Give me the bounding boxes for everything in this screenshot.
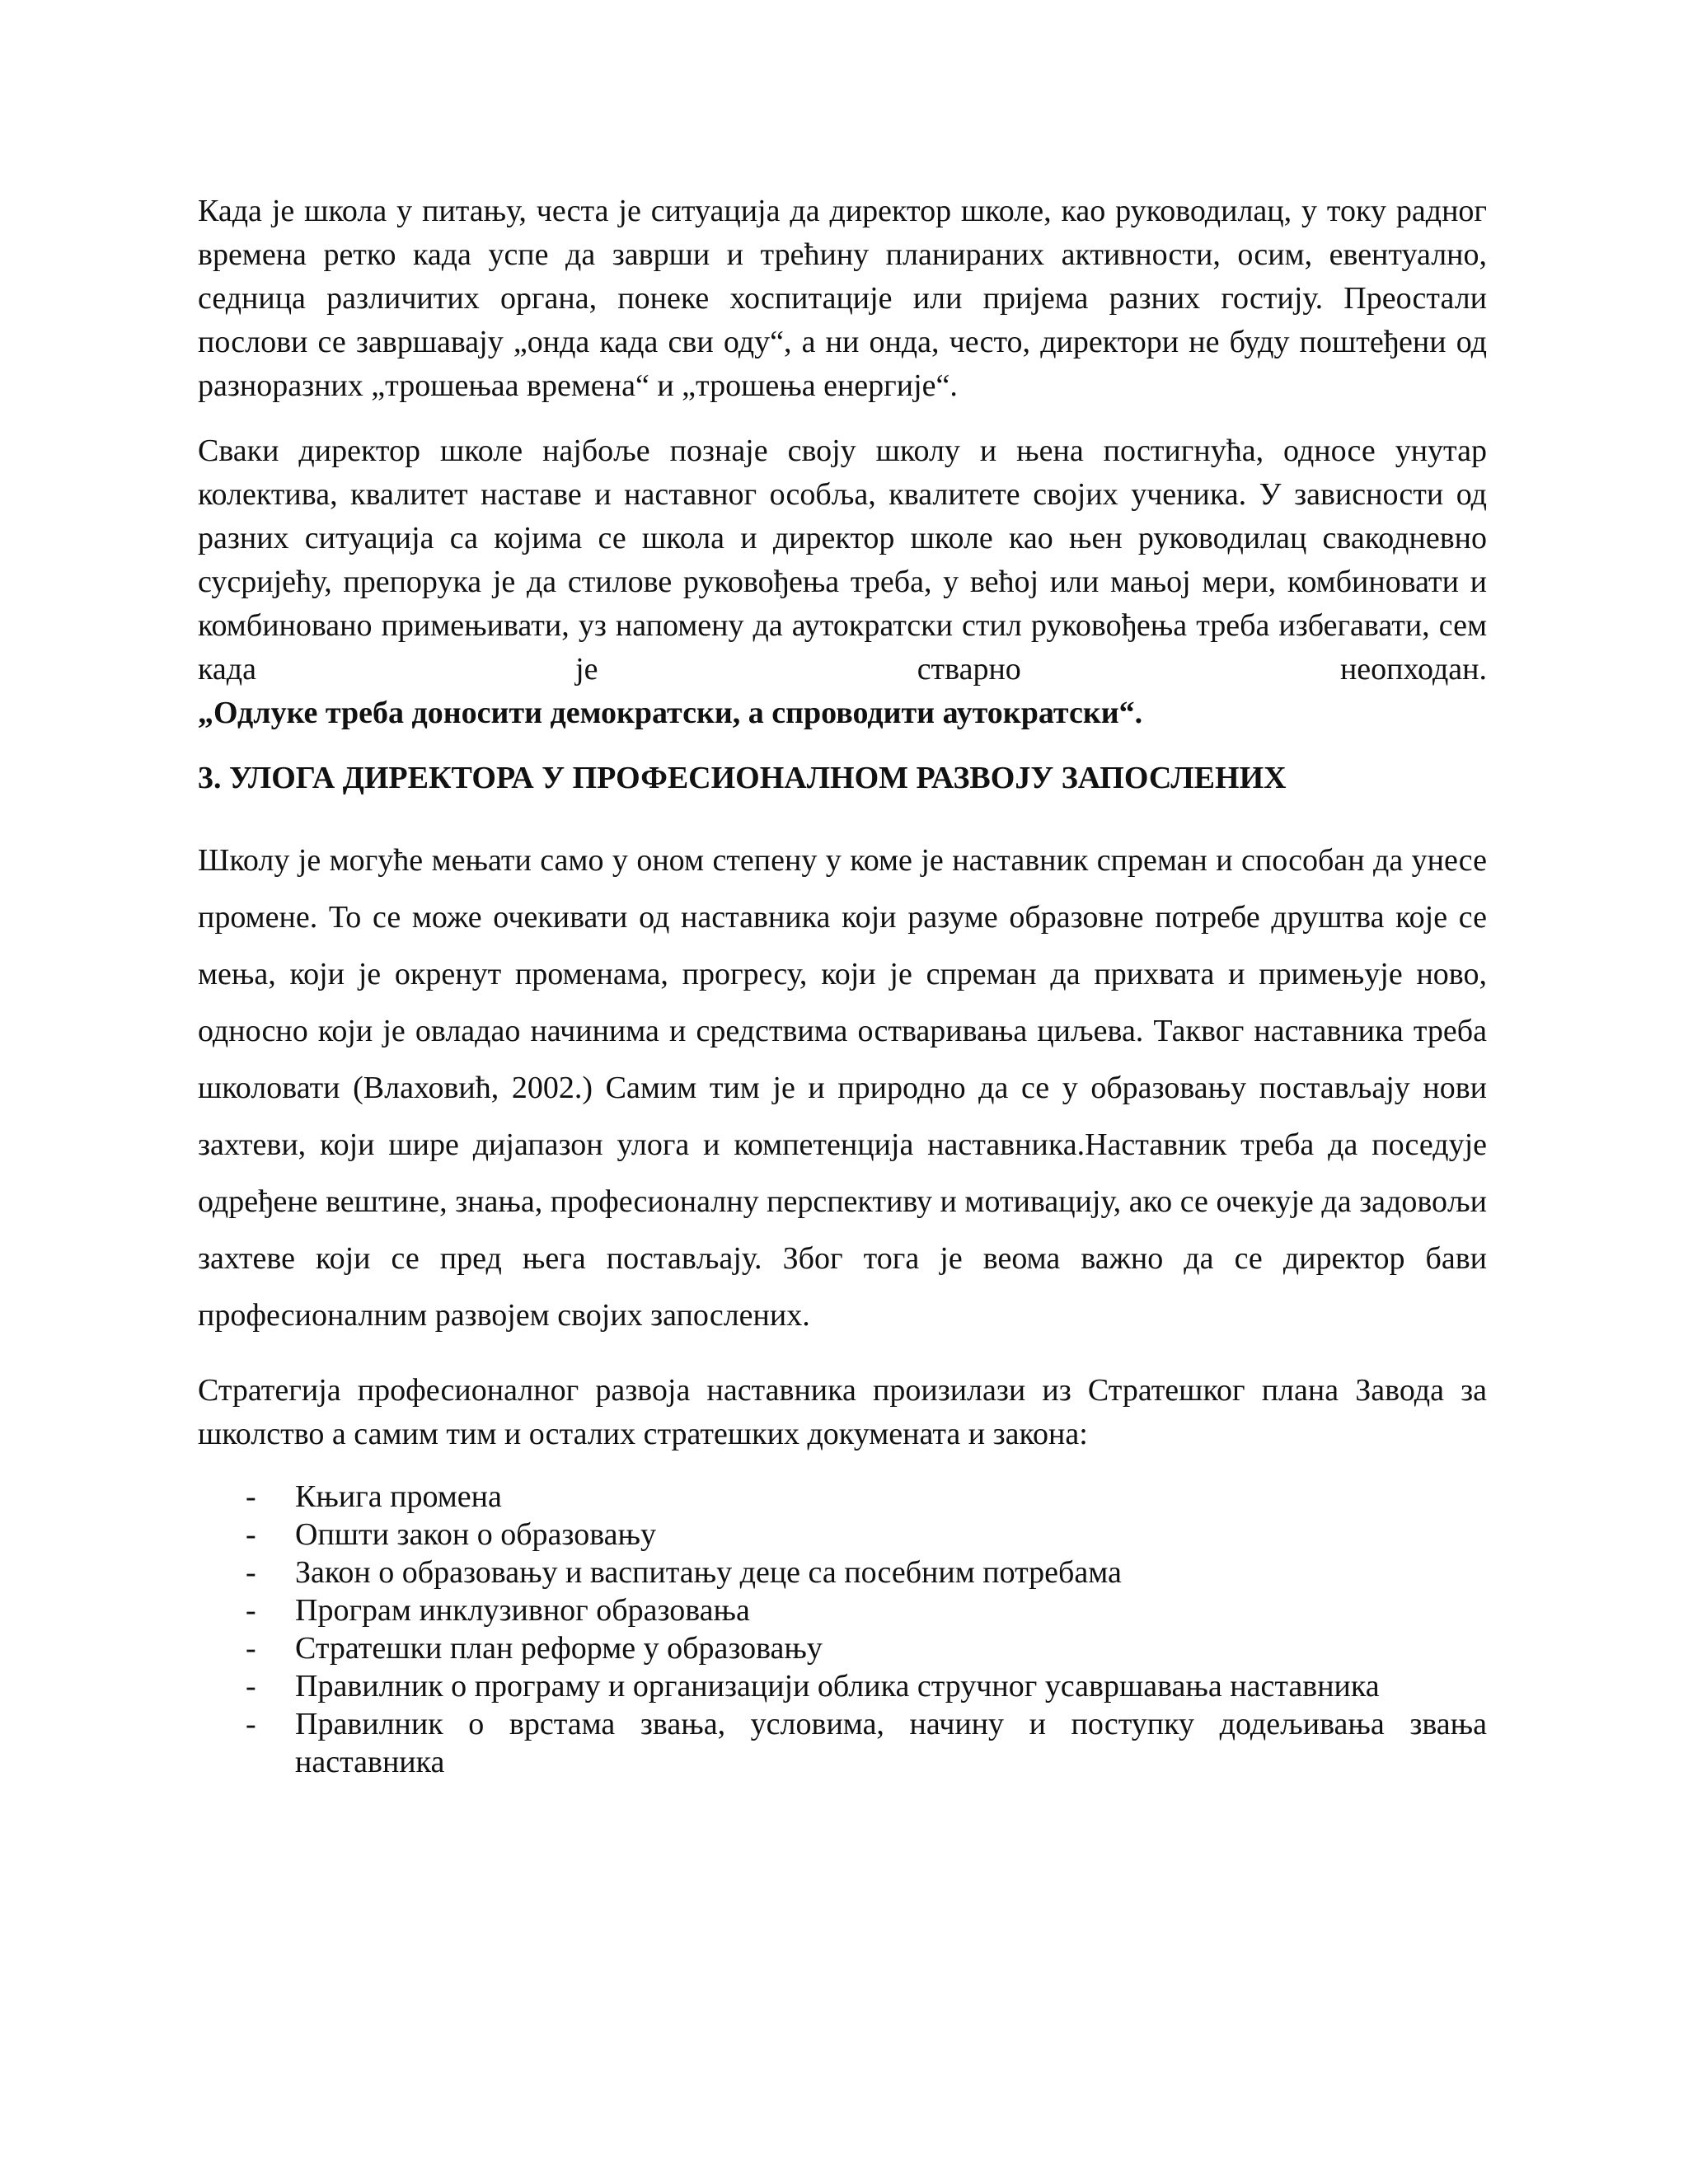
list-item-text: Закон о образовању и васпитању деце са посебним потребама: [295, 1555, 1122, 1590]
list-dash: -: [246, 1669, 256, 1704]
list-dash: -: [246, 1707, 256, 1741]
list-item: [198, 1667, 1487, 1705]
list-item: [198, 1516, 1487, 1554]
list-item: [198, 1629, 1487, 1667]
section-heading: 3. УЛОГА ДИРЕКТОРА У ПРОФЕСИОНАЛНОМ РАЗВОЈУ ЗАПОСЛЕНИХ: [198, 761, 1287, 795]
list-item-text: Правилник о врстама звања, условима, начину и поступку додељивања звања наставника: [295, 1707, 1487, 1779]
list-item: [198, 1554, 1487, 1591]
list-dash: -: [246, 1479, 256, 1514]
list-dash: -: [246, 1555, 256, 1590]
paragraph-strategy: Стратегија професионалног развоја наставника произилази из Стратешког плана Завода за школство а самим тим и осталих стратешких докумената и закона:: [198, 1373, 1487, 1451]
list-dash: -: [246, 1593, 256, 1628]
paragraph-principal-workday: Када је школа у питању, честа је ситуација да директор школе, као руководилац, у току радног времена ретко када успе да заврши и трећину планираних активности, осим, евентуално, седница различитих органа, понеке хоспитације или пријема разних гостију. Преостали послови се завршавају „онда када сви оду“, а ни онда, често, директори не буду поштеђени од разноразних „трошењаа времена“ и „трошења енергије“.: [198, 194, 1487, 403]
list-item-text: Правилник о програму и организацији облика стручног усавршавања наставника: [295, 1669, 1380, 1704]
list-item: [198, 1705, 1487, 1781]
list-item-text: Општи закон о образовању: [295, 1517, 657, 1552]
paragraph-teacher-development: Школу је могуће мењати само у оном степену у коме је наставник спреман и способан да унесе промене. То се може очекивати од наставника који разуме образовне потребе друштва које се мења, који је окренут променама, прогресу, који је спреман да прихвата и примењује ново, односно који је овладао начинима и средствима остваривања циљева. Таквог наставника треба школовати (Влаховић, 2002.) Самим тим је и природно да се у образовању постављају нови захтеви, који шире дијапазон улога и компетенција наставника.Наставник треба да поседује одређене вештине, знања, професионалну перспективу и мотивацију, ако се очекује да задовољи захтеве који се пред њега постављају. Због тога је веома важно да се директор бави професионалним развојем својих запослених.: [198, 843, 1487, 1333]
list-item: [198, 1591, 1487, 1629]
documents-list: [198, 1478, 1487, 1781]
list-dash: -: [246, 1631, 256, 1666]
bold-quote: „Одлуке треба доносити демократски, а спроводити аутократски“.: [198, 696, 1143, 730]
paragraph-leadership-styles: [198, 429, 1487, 735]
list-item-text: Програм инклузивног образовања: [295, 1593, 750, 1628]
paragraph-leadership-styles-text: Сваки директор школе најбоље познаје своју школу и њена постигнућа, односе унутар колектива, квалитет наставе и наставног особља, квалитете својих ученика. У зависности од разних ситуација са којима се школа и директор школе као њен руководилац свакодневно сусријећу, препорука је да стилове руковођења треба, у већој или мањој мери, комбиновати и комбиновано примењивати, уз напомену да аутократски стил руковођења треба избегавати, сем када је стварно неопходан.: [198, 434, 1487, 687]
list-dash: -: [246, 1517, 256, 1552]
document-page: [198, 190, 1487, 1781]
list-item: [198, 1478, 1487, 1516]
list-item-text: Стратешки план реформе у образовању: [295, 1631, 823, 1666]
list-item-text: Књига промена: [295, 1479, 502, 1514]
